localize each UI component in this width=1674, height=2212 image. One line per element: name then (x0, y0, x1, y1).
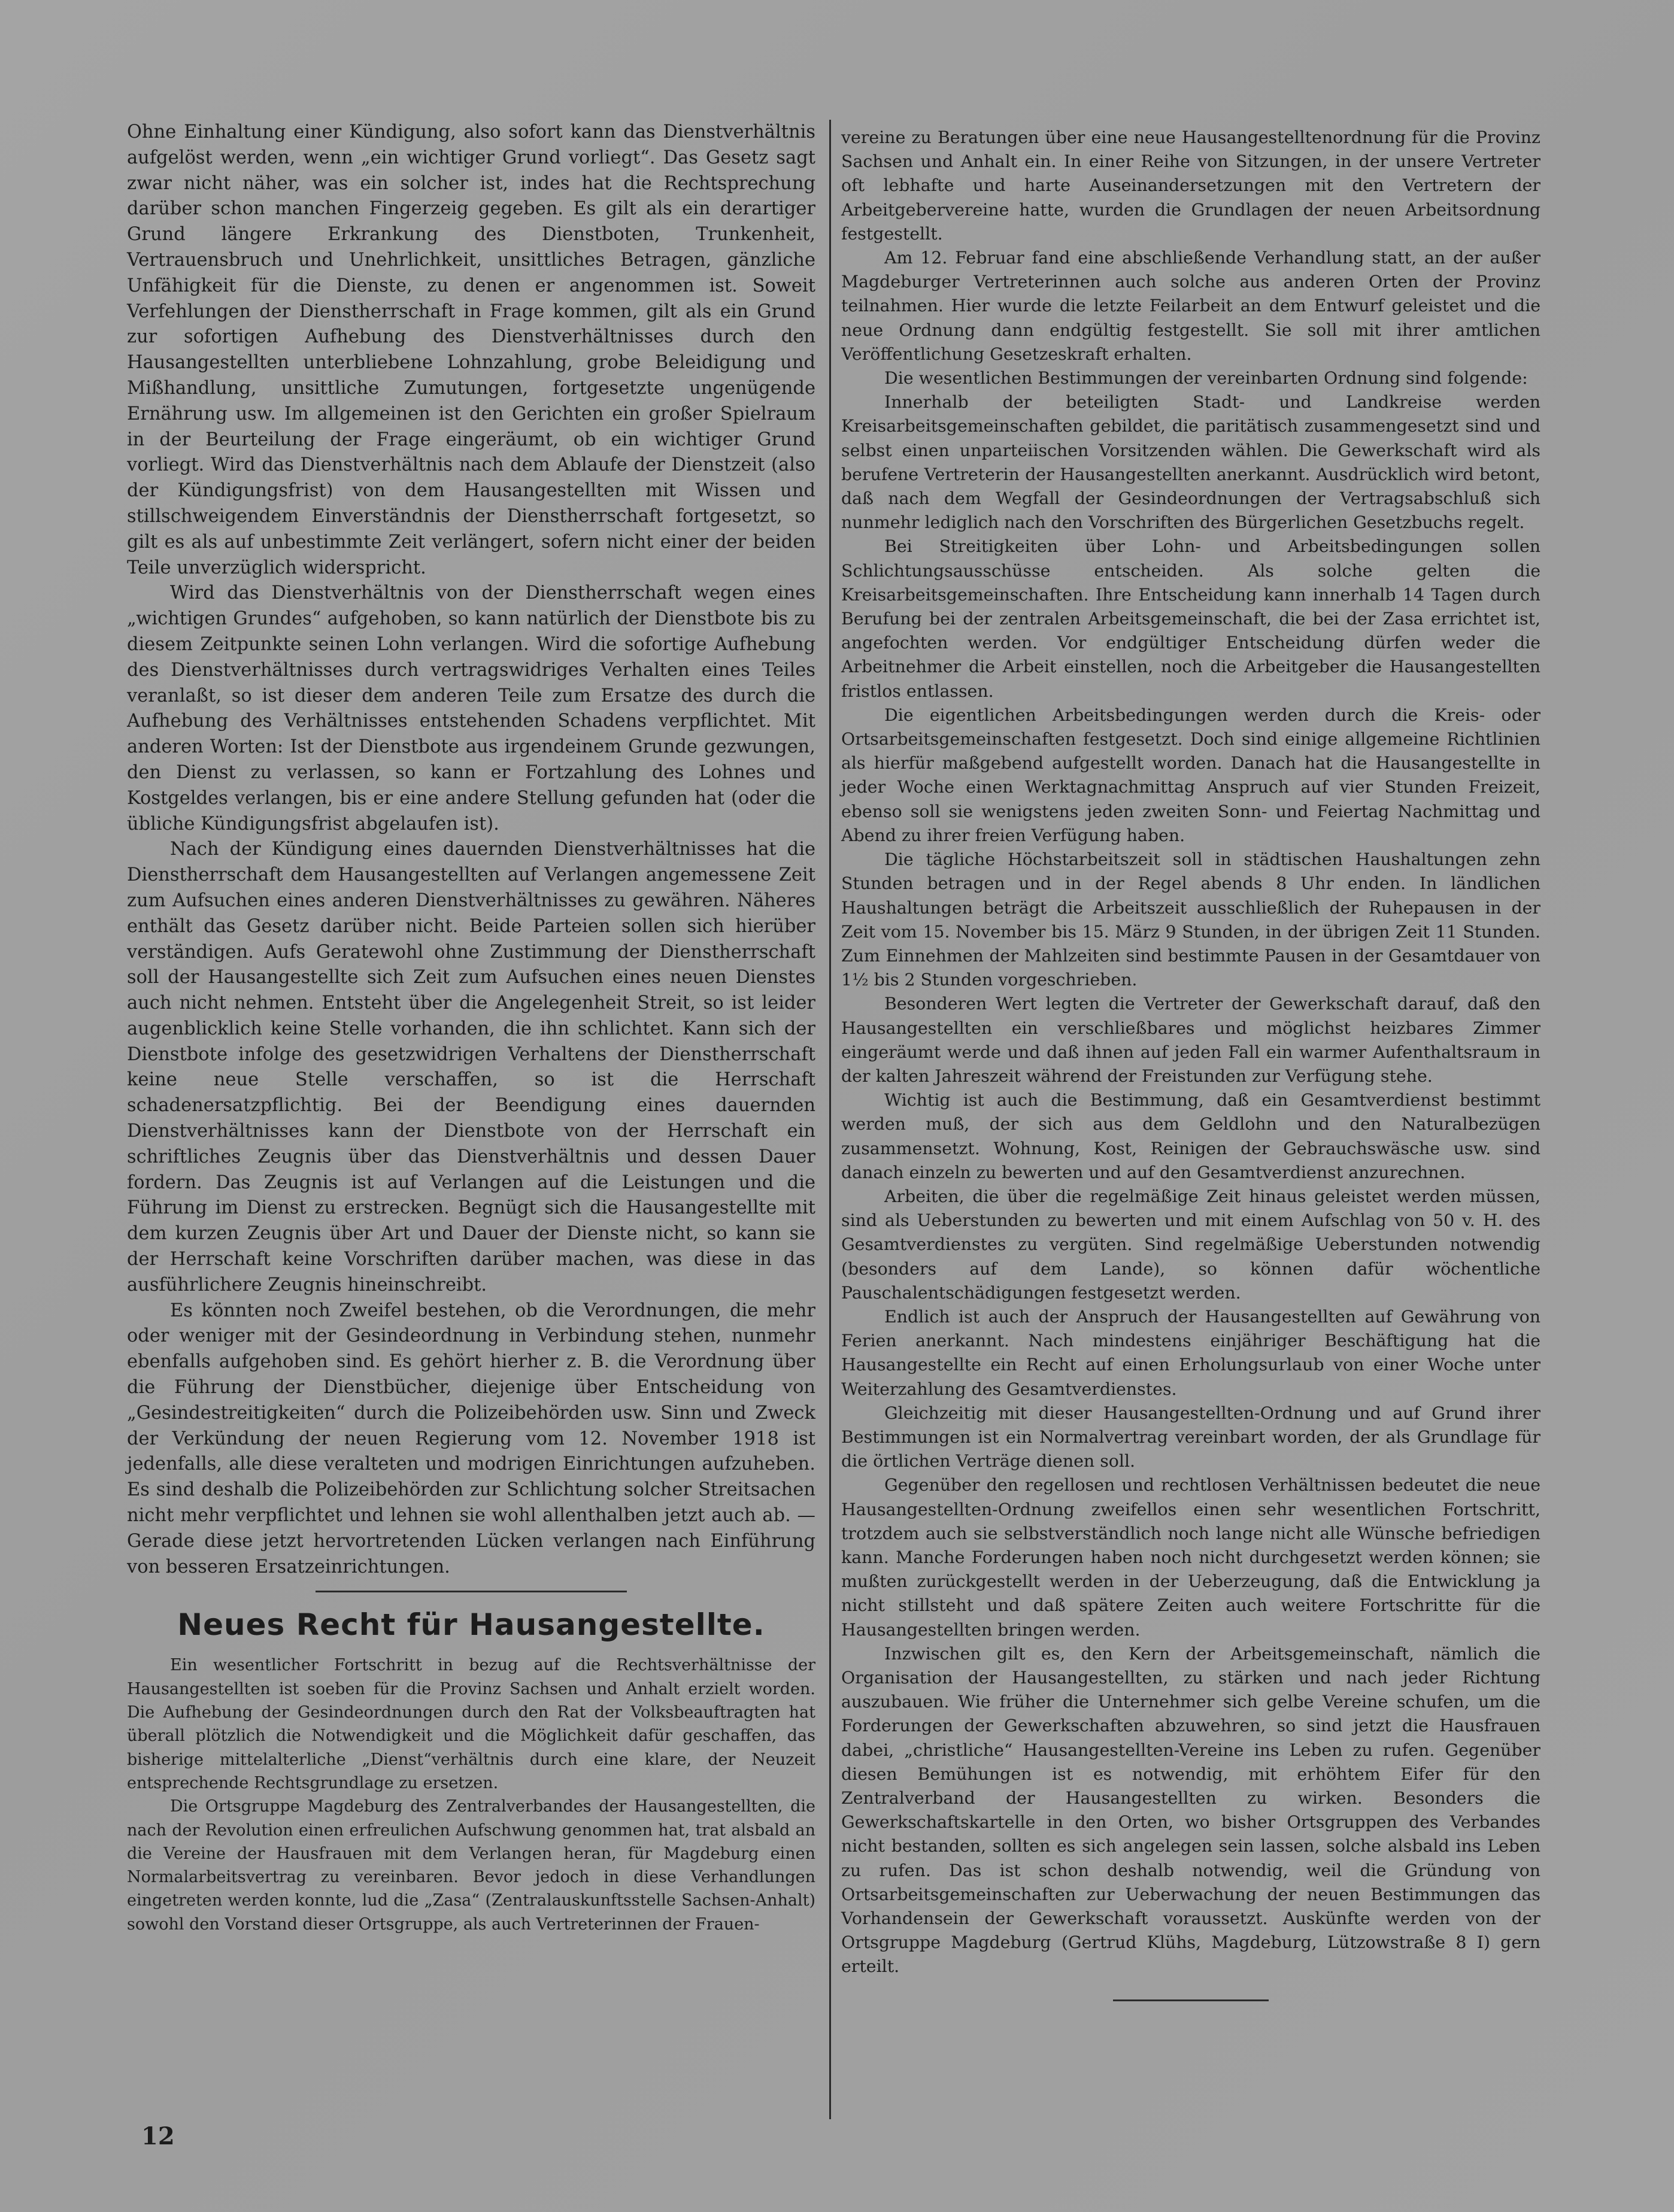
right-paragraph-6: Die eigentlichen Arbeitsbedingungen werden durch die Kreis- oder Ortsarbeitsgemeinschaften festgesetzt. Doch sind einige allgemeine Richtlinien als hierfür maßgebend aufgestellt worden. Danach hat die Hausangestellte in jeder Woche einen Werktagnachmittag Anspruch auf vier Stunden Freizeit, ebenso soll sie wenigstens jeden zweiten Sonn- und Feiertag Nachmittag und Abend zu ihrer freien Verfügung haben. (841, 705, 1540, 845)
right-paragraph-7: Die tägliche Höchstarbeitszeit soll in städtischen Haushaltungen zehn Stunden betragen und in der Regel abends 8 Uhr enden. In ländlichen Haushaltungen beträgt die Arbeitszeit ausschließlich der Ruhepausen in der Zeit vom 15. November bis 15. März 9 Stunden, in der übrigen Zeit 11 Stunden. Zum Einnehmen der Mahlzeiten sind bestimmte Pausen in der Gesamtdauer von 1½ bis 2 Stunden vorgeschrieben. (841, 849, 1540, 990)
right-column (841, 126, 1540, 2014)
right-paragraph-4: Innerhalb der beteiligten Stadt- und Landkreise werden Kreisarbeitsgemeinschaften gebildet, die paritätisch zusammengesetzt sind und selbst einen unparteiischen Vorsitzenden wählen. Die Gewerkschaft wird als berufene Vertreterin der Hausangestellten anerkannt. Ausdrücklich wird betont, daß nach dem Wegfall der Gesindeordnungen der Vertragsabschluß sich nunmehr lediglich nach den Vorschriften des Bürgerlichen Gesetzbuchs regelt. (841, 392, 1540, 533)
column-divider (829, 120, 831, 2119)
right-paragraph-13: Gegenüber den regellosen und rechtlosen Verhältnissen bedeutet die neue Hausangestellten-Ordnung zweifellos einen sehr wesentlichen Fortschritt, trotzdem auch sie selbstverständlich noch lange nicht alle Wünsche befriedigen kann. Manche Forderungen haben noch nicht durchgesetzt werden können; sie mußten zurückgestellt werden in der Ueberzeugung, daß die Entwicklung ja nicht stillsteht und daß spätere Zeiten auch weitere Fortschritte für die Hausangestellten bringen werden. (841, 1475, 1540, 1640)
right-paragraph-9: Wichtig ist auch die Bestimmung, daß ein Gesamtverdienst bestimmt werden muß, der sich aus dem Geldlohn und den Naturalbezügen zusammensetzt. Wohnung, Kost, Reinigen der Gebrauchswäsche usw. sind danach einzeln zu bewerten und auf den Gesamtverdienst anzurechnen. (841, 1090, 1540, 1182)
left-column (127, 120, 815, 1936)
right-paragraph-11: Endlich ist auch der Anspruch der Hausangestellten auf Gewährung von Ferien anerkannt. Nach mindestens einjähriger Beschäftigung hat die Hausangestellte ein Recht auf einen Erholungsurlaub von einer Woche unter Weiterzahlung des Gesamtverdienstes. (841, 1306, 1540, 1399)
section-divider (316, 1591, 627, 1592)
page-number: 12 (141, 2122, 175, 2150)
left-paragraph-4: Es könnten noch Zweifel bestehen, ob die Verordnungen, die mehr oder weniger mit der Gesindeordnung in Verbindung stehen, nunmehr ebenfalls aufgehoben sind. Es gehört hierher z. B. die Verordnung über die Führung der Dienstbücher, diejenige über Entscheidung von „Gesindestreitigkeiten“ durch die Polizeibehörden usw. Sinn und Zweck der Verkündung der neuen Regierung vom 12. November 1918 ist jedenfalls, alle diese veralteten und modrigen Einrichtungen aufzuheben. Es sind deshalb die Polizeibehörden zur Schlichtung solcher Streitsachen nicht mehr verpflichtet und lehnen sie wohl allenthalben jetzt auch ab. — Gerade diese jetzt hervortretenden Lücken verlangen nach Einführung von besseren Ersatzeinrichtungen. (127, 1300, 815, 1577)
right-paragraph-12: Gleichzeitig mit dieser Hausangestellten-Ordnung und auf Grund ihrer Bestimmungen ist ein Normalvertrag vereinbart worden, der als Grundlage für die örtlichen Verträge dienen soll. (841, 1403, 1540, 1471)
left-paragraph-1: Ohne Einhaltung einer Kündigung, also sofort kann das Dienstverhältnis aufgelöst werden, wenn „ein wichtiger Grund vorliegt“. Das Gesetz sagt zwar nicht näher, was ein solcher ist, indes hat die Rechtsprechung darüber schon manchen Fingerzeig gegeben. Es gilt als ein derartiger Grund längere Erkrankung des Dienstboten, Trunkenheit, Vertrauensbruch und Unehrlichkeit, unsittliches Betragen, gänzliche Unfähigkeit für die Dienste, zu denen er angenommen ist. Soweit Verfehlungen der Dienstherrschaft in Frage kommen, gilt als ein Grund zur sofortigen Aufhebung des Dienstverhältnisses durch den Hausangestellten unterbliebene Lohnzahlung, grobe Beleidigung und Mißhandlung, unsittliche Zumutungen, fortgesetzte ungenügende Ernährung usw. Im allgemeinen ist den Gerichten ein großer Spielraum in der Beurteilung der Frage eingeräumt, ob ein wichtiger Grund vorliegt. Wird das Dienstverhältnis nach dem Ablaufe der Dienstzeit (also der Kündigungsfrist) von dem Hausangestellten mit Wissen und stillschweigendem Einverständnis der Dienstherrschaft fortgesetzt, so gilt es als auf unbestimmte Zeit verlängert, sofern nicht einer der beiden Teile unverzüglich widerspricht. (127, 122, 815, 578)
left-paragraph-3: Nach der Kündigung eines dauernden Dienstverhältnisses hat die Dienstherrschaft dem Hausangestellten auf Verlangen angemessene Zeit zum Aufsuchen eines anderen Dienstverhältnisses zu gewähren. Näheres enthält das Gesetz darüber nicht. Beide Parteien sollen sich hierüber verständigen. Aufs Geratewohl ohne Zustimmung der Dienstherrschaft soll der Hausangestellte sich Zeit zum Aufsuchen eines neuen Dienstes auch nicht nehmen. Entsteht über die Angelegenheit Streit, so ist leider augenblicklich keine Stelle vorhanden, die ihn schlichtet. Kann sich der Dienstbote infolge des gesetzwidrigen Verhaltens der Dienstherrschaft keine neue Stelle verschaffen, so ist die Herrschaft schadenersatzpflichtig. Bei der Beendigung eines dauernden Dienstverhältnisses kann der Dienstbote von der Herrschaft ein schriftliches Zeugnis über das Dienstverhältnis und dessen Dauer fordern. Das Zeugnis ist auf Verlangen auf die Leistungen und die Führung im Dienst zu erstrecken. Begnügt sich die Hausangestellte mit dem kurzen Zeugnis über Art und Dauer der Dienste nicht, so kann sie der Herrschaft keine Vorschriften darüber machen, was diese in das ausführlichere Zeugnis hineinschreibt. (127, 839, 815, 1295)
right-paragraph-8: Besonderen Wert legten die Vertreter der Gewerkschaft darauf, daß den Hausangestellten ein verschließbares und möglichst heizbares Zimmer eingeräumt werde und daß ihnen auf jeden Fall ein warmer Aufenthaltsraum in der kalten Jahreszeit während der Freistunden zur Verfügung stehe. (841, 994, 1540, 1086)
article-paragraph-2: Die Ortsgruppe Magdeburg des Zentralverbandes der Hausangestellten, die nach der Revolution einen erfreulichen Aufschwung genommen hat, trat alsbald an die Vereine der Hausfrauen mit dem Verlangen heran, für Magdeburg einen Normalarbeitsvertrag zu vereinbaren. Bevor jedoch in diese Verhandlungen eingetreten werden konnte, lud die „Zasa“ (Zentralauskunftsstelle Sachsen-Anhalt) sowohl den Vorstand dieser Ortsgruppe, als auch Vertreterinnen der Frauen- (127, 1797, 815, 1934)
article-paragraph-1: Ein wesentlicher Fortschritt in bezug auf die Rechtsverhältnisse der Hausangestellten ist soeben für die Provinz Sachsen und Anhalt erzielt worden. Die Aufhebung der Gesindeordnungen durch den Rat der Volksbeauftragten hat überall plötzlich die Notwendigkeit und die Möglichkeit dafür geschaffen, das bisherige mittelalterliche „Dienst“verhältnis durch eine klare, der Neuzeit entsprechende Rechtsgrundlage zu ersetzen. (127, 1656, 815, 1792)
left-paragraph-2: Wird das Dienstverhältnis von der Dienstherrschaft wegen eines „wichtigen Grundes“ aufgehoben, so kann natürlich der Dienstbote bis zu diesem Zeitpunkte seinen Lohn verlangen. Wird die sofortige Aufhebung des Dienstverhältnisses durch vertragswidriges Verhalten eines Teiles veranlaßt, so ist dieser dem anderen Teile zum Ersatze des durch die Aufhebung des Verhältnisses entstehenden Schadens verpflichtet. Mit anderen Worten: Ist der Dienstbote aus irgendeinem Grunde gezwungen, den Dienst zu verlassen, so kann er Fortzahlung des Lohnes und Kostgeldes verlangen, bis er eine andere Stellung gefunden hat (oder die übliche Kündigungsfrist abgelaufen ist). (127, 582, 815, 835)
article-headline: Neues Recht für Hausangestellte. (177, 1607, 765, 1643)
right-paragraph-5: Bei Streitigkeiten über Lohn- und Arbeitsbedingungen sollen Schlichtungsausschüsse entscheiden. Als solche gelten die Kreisarbeitsgemeinschaften. Ihre Entscheidung kann innerhalb 14 Tagen durch Berufung bei der zentralen Arbeitsgemeinschaft, die bei der Zasa errichtet ist, angefochten werden. Vor endgültiger Entscheidung dürfen weder die Arbeitnehmer die Arbeit einstellen, noch die Arbeitgeber die Hausangestellten fristlos entlassen. (841, 536, 1540, 701)
right-paragraph-10: Arbeiten, die über die regelmäßige Zeit hinaus geleistet werden müssen, sind als Ueberstunden zu bewerten und mit einem Aufschlag von 50 v. H. des Gesamtverdienstes zu vergüten. Sind regelmäßige Ueberstunden notwendig (besonders auf dem Lande), so können dafür wöchentliche Pauschalentschädigungen festgesetzt werden. (841, 1186, 1540, 1303)
end-rule (1113, 1999, 1269, 2001)
right-paragraph-1: vereine zu Beratungen über eine neue Hausangestelltenordnung für die Provinz Sachsen und Anhalt ein. In einer Reihe von Sitzungen, in der unsere Vertreter oft lebhafte und harte Auseinandersetzungen mit den Vertretern der Arbeitgebervereine hatte, wurden die Grundlagen der neuen Arbeitsordnung festgestellt. (841, 128, 1540, 244)
right-paragraph-2: Am 12. Februar fand eine abschließende Verhandlung statt, an der außer Magdeburger Vertreterinnen auch solche aus anderen Orten der Provinz teilnahmen. Hier wurde die letzte Feilarbeit an dem Entwurf geleistet und die neue Ordnung dann endgültig festgestellt. Sie soll mit ihrer amtlichen Veröffentlichung Gesetzeskraft erhalten. (841, 248, 1540, 364)
right-paragraph-3: Die wesentlichen Bestimmungen der vereinbarten Ordnung sind folgende: (884, 368, 1528, 389)
right-paragraph-14: Inzwischen gilt es, den Kern der Arbeitsgemeinschaft, nämlich die Organisation der Hausangestellten, zu stärken und nach jeder Richtung auszubauen. Wie früher die Unternehmer sich gelbe Vereine schufen, um die Forderungen der Gewerkschaften abzuwehren, so sind jetzt die Hausfrauen dabei, „christliche“ Hausangestellten-Vereine ins Leben zu rufen. Gegenüber diesen Bemühungen ist es notwendig, mit erhöhtem Eifer für den Zentralverband der Hausangestellten zu wirken. Besonders die Gewerkschaftskartelle in den Orten, wo bisher Ortsgruppen des Verbandes nicht bestanden, sollten es sich angelegen sein lassen, solche alsbald ins Leben zu rufen. Das ist schon deshalb notwendig, weil die Gründung von Ortsarbeitsgemeinschaften zur Ueberwachung der neuen Bestimmungen das Vorhandensein der Gewerkschaft voraussetzt. Auskünfte werden von der Ortsgruppe Magdeburg (Gertrud Klühs, Magdeburg, Lützowstraße 8 I) gern erteilt. (841, 1643, 1540, 1977)
